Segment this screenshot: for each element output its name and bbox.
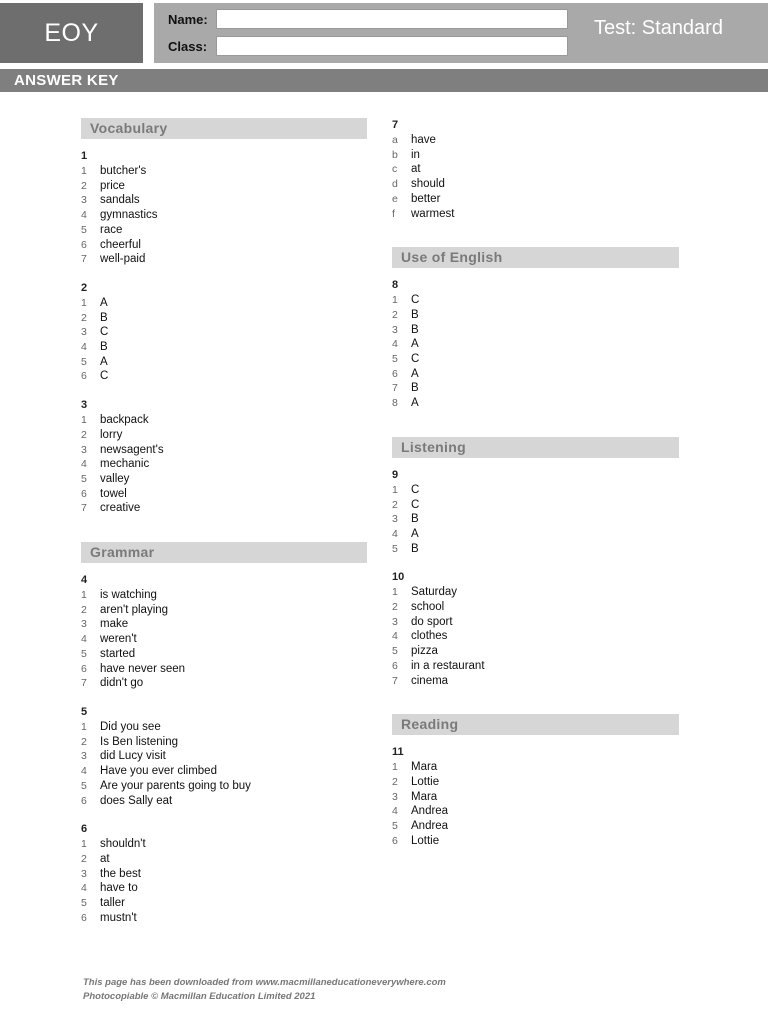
answer-label: 5 (81, 897, 87, 910)
answer-row (392, 585, 679, 600)
answer-row (81, 662, 367, 677)
answer-row (81, 735, 367, 750)
answer-row (392, 483, 679, 498)
test-title: Test: Standard (594, 17, 723, 39)
exercise-number: 7 (392, 119, 399, 131)
answer-text: taller (100, 897, 125, 910)
answer-text: B (411, 323, 419, 336)
answer-label: 7 (392, 674, 398, 687)
exercise-block (392, 468, 679, 557)
exercise-number: 10 (392, 571, 405, 584)
answer-row (81, 720, 367, 735)
answer-text: didn't go (100, 677, 144, 690)
answer-label: 2 (392, 308, 398, 321)
answer-label: 1 (81, 720, 87, 733)
answer-text: school (411, 601, 445, 614)
answer-text: in (411, 148, 420, 161)
answer-row (392, 293, 679, 308)
answer-label: 3 (81, 618, 87, 631)
answer-text: B (100, 311, 108, 324)
exercise-block (81, 281, 367, 384)
answer-label: 1 (81, 165, 87, 177)
answer-row (392, 498, 679, 513)
answer-label: 2 (81, 311, 87, 324)
answer-label: 2 (392, 601, 398, 614)
answer-text: A (411, 367, 419, 380)
answer-row (392, 615, 679, 630)
answer-row (81, 413, 367, 428)
section-heading: Use of English (392, 247, 679, 268)
answer-label: e (392, 192, 398, 205)
answer-text: Are your parents going to buy (100, 779, 251, 792)
answer-text: pizza (411, 645, 438, 658)
answer-label: 1 (392, 586, 398, 599)
answer-text: did Lucy visit (100, 750, 166, 763)
answer-text: Is Ben listening (100, 735, 178, 748)
answer-row (392, 367, 679, 382)
answer-text: C (411, 483, 420, 496)
exercise-block (81, 398, 367, 516)
answer-text: is watching (100, 589, 157, 602)
answer-text: sandals (100, 194, 140, 207)
answer-label: 5 (392, 353, 398, 366)
answer-label: 4 (81, 341, 87, 354)
answer-text: the best (100, 867, 141, 880)
answer-row (81, 896, 367, 911)
answer-text: lorry (100, 428, 123, 441)
answer-row (392, 177, 679, 192)
answer-text: at (100, 852, 110, 865)
answer-label: 5 (81, 223, 87, 236)
answer-text: Lottie (411, 834, 440, 847)
answer-text: Lottie (411, 775, 440, 788)
left-column (81, 118, 367, 939)
answer-text: C (411, 498, 420, 511)
answer-text: started (100, 647, 136, 660)
answer-row (392, 629, 679, 644)
exercise-number: 4 (81, 574, 88, 587)
answer-label: 3 (392, 790, 398, 803)
answer-label: 6 (81, 238, 87, 251)
class-label: Class: (168, 39, 208, 54)
answer-text: towel (100, 487, 127, 500)
answer-label: 7 (81, 677, 87, 690)
answer-row (81, 749, 367, 764)
answer-row (81, 252, 367, 267)
class-field[interactable] (216, 36, 568, 56)
answer-row (81, 223, 367, 238)
exercise-block (81, 149, 367, 267)
answer-row (81, 603, 367, 618)
answer-row (392, 133, 679, 148)
answer-row (81, 179, 367, 194)
answer-text: does Sally eat (100, 794, 173, 807)
answer-row (81, 837, 367, 852)
answer-text: B (411, 308, 419, 321)
answer-label: b (392, 148, 398, 161)
exercise-number: 1 (81, 150, 88, 162)
answer-label: 6 (81, 370, 87, 383)
answer-row (392, 308, 679, 323)
answer-row (392, 396, 679, 411)
answer-label: 3 (81, 443, 87, 456)
answer-row (81, 340, 367, 355)
answer-text: Andrea (411, 820, 449, 833)
answer-label: 6 (81, 662, 87, 675)
answer-label: 3 (392, 513, 398, 526)
answer-label: 3 (81, 194, 87, 207)
right-column (392, 118, 679, 863)
answer-label: 8 (392, 397, 398, 410)
answer-row (81, 867, 367, 882)
exercise-number: 6 (81, 823, 88, 836)
answer-text: weren't (100, 633, 137, 646)
answer-label: f (392, 207, 395, 220)
answer-label: 4 (392, 527, 398, 540)
answer-label: 4 (81, 633, 87, 646)
answer-text: C (100, 326, 109, 339)
answer-row (81, 193, 367, 208)
answer-row (81, 443, 367, 458)
answer-row (392, 512, 679, 527)
answer-text: Saturday (411, 586, 458, 599)
level-badge (0, 3, 143, 63)
answer-text: Did you see (100, 720, 161, 733)
name-field[interactable] (216, 9, 568, 29)
answer-row (392, 790, 679, 805)
answer-row (392, 527, 679, 542)
exercise-block (81, 705, 367, 808)
answer-row (392, 192, 679, 207)
answer-row (81, 457, 367, 472)
answer-label: 2 (81, 735, 87, 748)
answer-row (392, 542, 679, 557)
exercise-number: 9 (392, 468, 399, 481)
answer-text: clothes (411, 630, 448, 643)
answer-label: 3 (392, 323, 398, 336)
exercise-block (392, 278, 679, 411)
answer-label: 7 (392, 382, 398, 395)
answer-label: 7 (81, 253, 87, 266)
answer-row (392, 207, 679, 222)
answer-row (81, 208, 367, 223)
answer-row (392, 834, 679, 849)
answer-row (81, 296, 367, 311)
answer-row (392, 381, 679, 396)
answer-row (392, 659, 679, 674)
answer-text: B (100, 341, 108, 354)
answer-text: mustn't (100, 911, 137, 924)
answer-text: price (100, 179, 125, 192)
answer-text: A (411, 527, 419, 540)
answer-text: C (100, 370, 109, 383)
answer-text: B (411, 513, 419, 526)
answer-text: A (100, 355, 108, 368)
answer-label: 5 (81, 647, 87, 660)
answer-key-title: ANSWER KEY (0, 69, 768, 92)
answer-label: 3 (81, 750, 87, 763)
answer-row (392, 775, 679, 790)
answer-text: race (100, 223, 123, 236)
answer-label: 6 (81, 487, 87, 500)
answer-row (392, 804, 679, 819)
answer-row (392, 337, 679, 352)
exercise-number: 8 (392, 279, 399, 292)
exercise-number: 11 (392, 746, 404, 759)
answer-row (81, 764, 367, 779)
answer-label: 6 (392, 659, 398, 672)
header-band (154, 3, 768, 63)
footer-download-note: This page has been downloaded from www.macmillaneducationeverywhere.com (83, 977, 446, 988)
answer-row (81, 588, 367, 603)
answer-text: shouldn't (100, 838, 146, 851)
level-label: EOY (44, 18, 99, 47)
answer-row (81, 472, 367, 487)
answer-label: 1 (81, 296, 87, 309)
answer-label: 5 (81, 472, 87, 485)
answer-row (81, 311, 367, 326)
answer-row (392, 674, 679, 689)
answer-label: 6 (392, 367, 398, 380)
answer-label: 5 (81, 779, 87, 792)
answer-row (392, 644, 679, 659)
answer-text: aren't playing (100, 603, 169, 616)
answer-text: in a restaurant (411, 659, 485, 672)
answer-row (81, 325, 367, 340)
answer-text: C (411, 294, 420, 307)
answer-label: 7 (81, 502, 87, 515)
answer-label: 1 (392, 761, 398, 774)
answer-label: 2 (392, 498, 398, 511)
answer-text: do sport (411, 615, 453, 628)
answer-text: Andrea (411, 805, 449, 818)
answer-label: 4 (392, 805, 398, 818)
answer-text: have to (100, 882, 138, 895)
answer-label: 4 (392, 338, 398, 351)
exercise-number: 3 (81, 399, 88, 412)
answer-text: backpack (100, 414, 149, 427)
exercise-block (392, 118, 679, 221)
answer-text: newsagent's (100, 443, 164, 456)
answer-text: A (411, 397, 419, 410)
answer-row (81, 355, 367, 370)
answer-text: warmest (411, 207, 455, 220)
answer-text: cheerful (100, 238, 141, 251)
answer-row (81, 852, 367, 867)
answer-label: 1 (392, 483, 398, 496)
answer-row (81, 647, 367, 662)
answer-label: 4 (81, 209, 87, 222)
answer-row (392, 819, 679, 834)
answer-text: have never seen (100, 662, 186, 675)
answer-label: 1 (81, 414, 87, 427)
answer-row (81, 501, 367, 516)
answer-row (81, 617, 367, 632)
answer-label: 6 (392, 834, 398, 847)
answer-text: B (411, 542, 419, 555)
exercise-number: 5 (81, 705, 88, 718)
answer-label: 6 (81, 911, 87, 924)
answer-row (392, 352, 679, 367)
answer-text: have (411, 134, 436, 146)
answer-text: mechanic (100, 458, 150, 471)
section-heading: Reading (392, 714, 679, 735)
exercise-block (81, 822, 367, 925)
footer-copyright: Photocopiable © Macmillan Education Limited 2021 (83, 991, 316, 1002)
answer-row (81, 238, 367, 253)
answer-label: 5 (81, 355, 87, 368)
answer-row (81, 779, 367, 794)
answer-row (81, 369, 367, 384)
answer-row (392, 600, 679, 615)
answer-row (392, 760, 679, 775)
answer-label: 6 (81, 794, 87, 807)
answer-label: 4 (392, 630, 398, 643)
footer (83, 976, 446, 1004)
answer-row (81, 676, 367, 691)
answer-text: A (411, 338, 419, 351)
answer-text: C (411, 353, 420, 366)
section-heading: Vocabulary (81, 118, 367, 139)
answer-label: 1 (81, 589, 87, 602)
name-label: Name: (168, 12, 208, 27)
answer-label: 1 (392, 294, 398, 307)
answer-label: 2 (81, 852, 87, 865)
answer-text: A (100, 296, 108, 309)
answer-label: 2 (81, 603, 87, 616)
exercise-block (392, 745, 679, 848)
answer-label: d (392, 178, 398, 191)
answer-row (81, 487, 367, 502)
answer-text: cinema (411, 674, 449, 687)
answer-label: 4 (81, 765, 87, 778)
answer-label: 2 (392, 775, 398, 788)
section-heading: Listening (392, 437, 679, 458)
answer-row (81, 632, 367, 647)
answer-label: 2 (81, 179, 87, 192)
answer-text: gymnastics (100, 209, 158, 222)
answer-text: should (411, 178, 445, 191)
answer-text: at (411, 163, 421, 176)
answer-row (81, 911, 367, 926)
section-heading: Grammar (81, 542, 367, 563)
answer-label: 5 (392, 820, 398, 833)
answer-row (81, 428, 367, 443)
answer-label: a (392, 134, 398, 146)
answer-label: 5 (392, 645, 398, 658)
answer-text: Have you ever climbed (100, 765, 217, 778)
answer-row (392, 323, 679, 338)
answer-label: 1 (81, 838, 87, 851)
answer-row (81, 881, 367, 896)
answer-label: 3 (392, 615, 398, 628)
answer-label: 5 (392, 542, 398, 555)
answer-text: Mara (411, 790, 438, 803)
answer-text: valley (100, 472, 130, 485)
answer-text: Mara (411, 761, 438, 774)
answer-text: better (411, 192, 441, 205)
exercise-block (392, 570, 679, 688)
answer-label: 4 (81, 458, 87, 471)
answer-label: c (392, 163, 398, 176)
answer-text: well-paid (100, 253, 146, 266)
answer-row (392, 162, 679, 177)
answer-text: B (411, 382, 419, 395)
exercise-block (81, 573, 367, 691)
answer-label: 3 (81, 867, 87, 880)
answer-label: 3 (81, 326, 87, 339)
exercise-number: 2 (81, 281, 88, 294)
answer-text: creative (100, 502, 141, 515)
answer-text: make (100, 618, 129, 631)
answer-row (81, 164, 367, 179)
answer-text: butcher's (100, 165, 147, 177)
answer-row (392, 148, 679, 163)
answer-label: 4 (81, 882, 87, 895)
answer-label: 2 (81, 428, 87, 441)
answer-row (81, 794, 367, 809)
